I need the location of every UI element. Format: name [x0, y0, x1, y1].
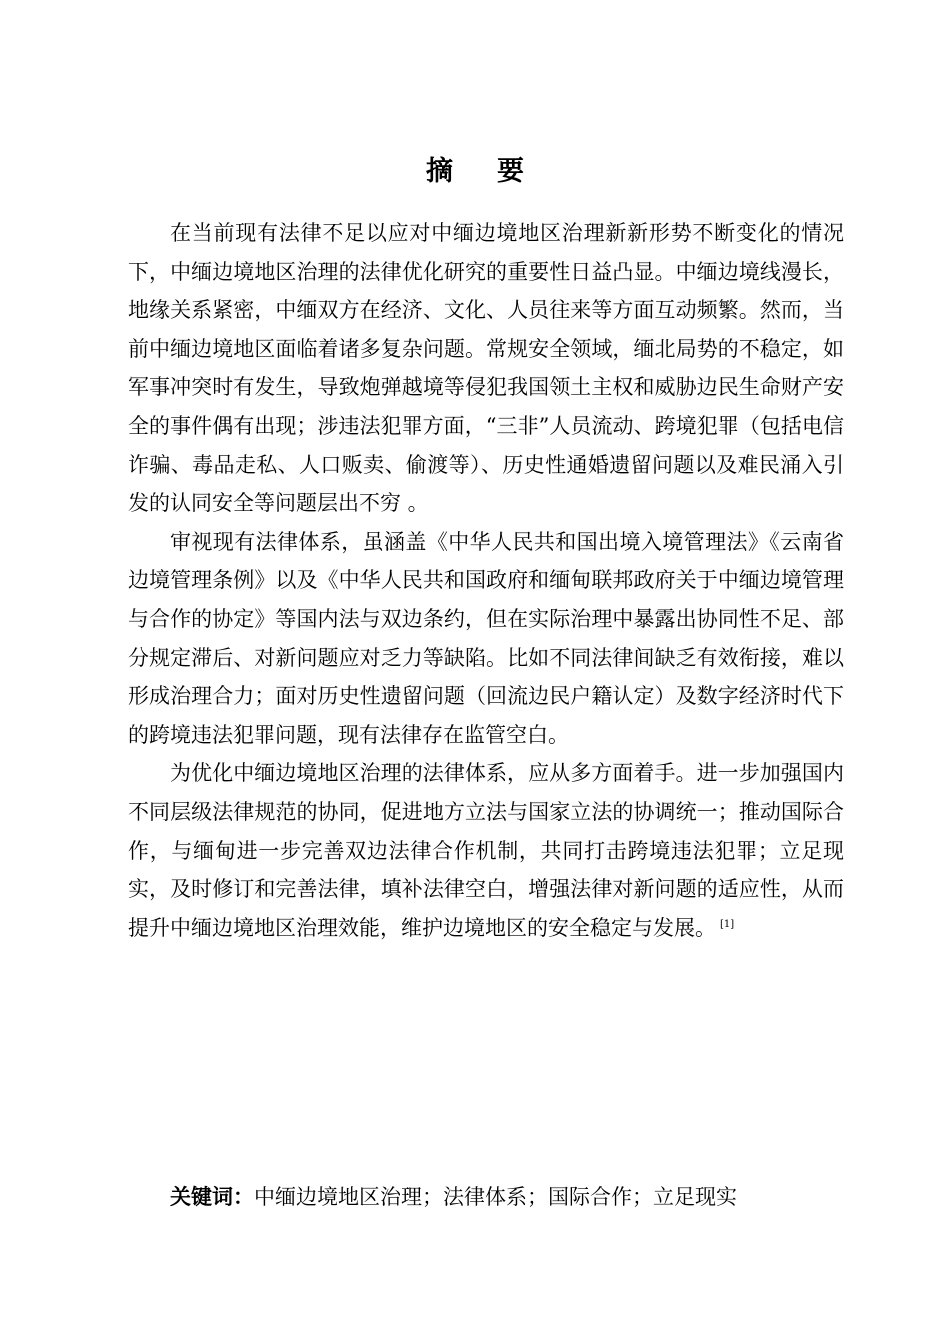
abstract-paragraph-3-text: 为优化中缅边境地区治理的法律体系，应从多方面着手。进一步加强国内不同层级法律规范的协同，促进地方立法与国家立法的协调统一；推动国际合作，与缅甸进一步完善双边法律合作机制，共同打击跨境违法犯罪；立足现实，及时修订和完善法律，填补法律空白，增强法律对新问题的适应性，从而提升中缅边境地区治理效能，维护边境地区的安全稳定与发展。	[128, 761, 844, 940]
title-char-1: 摘	[426, 156, 453, 187]
abstract-paragraph-1: 在当前现有法律不足以应对中缅边境地区治理新新形势不断变化的情况下，中缅边境地区治理的法律优化研究的重要性日益凸显。中缅边境线漫长，地缘关系紧密，中缅双方在经济、文化、人员往来等方面互动频繁。然而，当前中缅边境地区面临着诸多复杂问题。常规安全领域，缅北局势的不稳定，如军事冲突时有发生，导致炮弹越境等侵犯我国领土主权和威胁边民生命财产安全的事件偶有出现；涉违法犯罪方面，“三非”人员流动、跨境犯罪（包括电信诈骗、毒品走私、人口贩卖、偷渡等）、历史性通婚遗留问题以及难民涌入引发的认同安全等问题层出不穷 。	[128, 221, 844, 516]
keywords-text: 中缅边境地区治理；法律体系；国际合作；立足现实	[254, 1185, 737, 1209]
keywords-label: 关键词：	[170, 1185, 254, 1209]
abstract-paragraph-3	[128, 754, 844, 947]
title-char-2: 要	[497, 156, 524, 187]
abstract-title	[0, 152, 950, 192]
citation-marker: [1]	[720, 918, 735, 930]
abstract-paragraph-2: 审视现有法律体系，虽涵盖《中华人民共和国出境入境管理法》《云南省边境管理条例》以及《中华人民共和国政府和缅甸联邦政府关于中缅边境管理与合作的协定》等国内法与双边条约，但在实际治理中暴露出协同性不足、部分规定滞后、对新问题应对乏力等缺陷。比如不同法律间缺乏有效衔接，难以形成治理合力；面对历史性遗留问题（回流边民户籍认定）及数字经济时代下的跨境违法犯罪问题，现有法律存在监管空白。	[128, 529, 844, 747]
keywords-line	[128, 1178, 844, 1216]
abstract-body	[128, 214, 844, 947]
